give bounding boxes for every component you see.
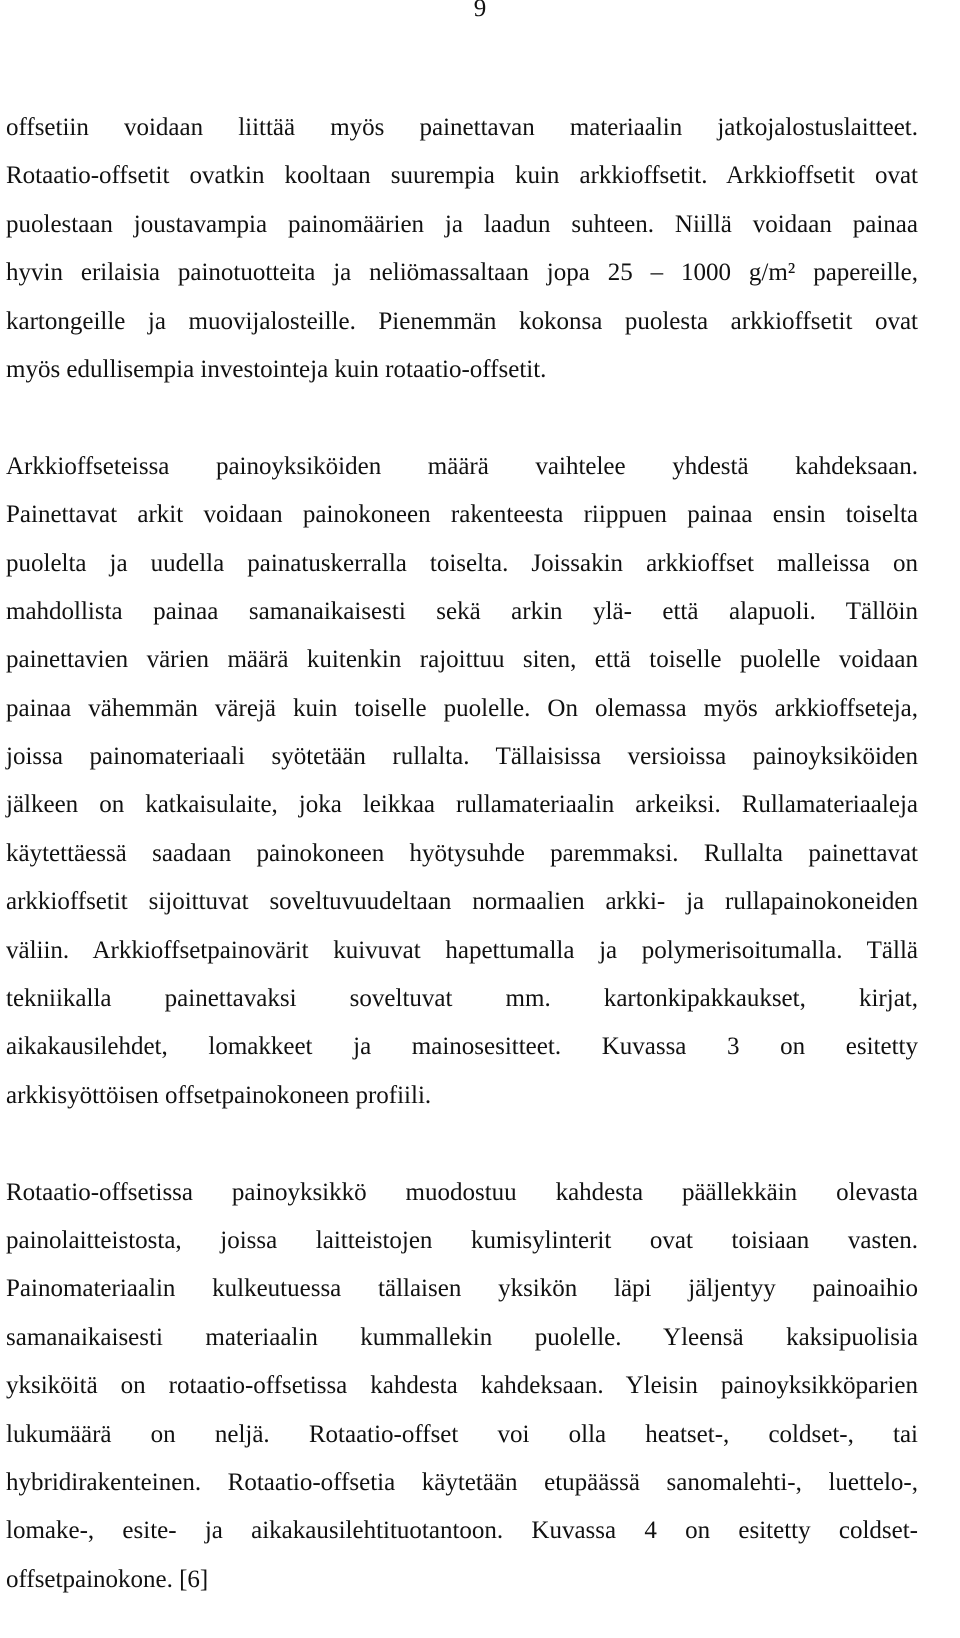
- text-line: hyvin erilaisia painotuotteita ja neliömassaltaan jopa 25 – 1000 g/m² papereille,: [6, 259, 918, 287]
- text-line: puolestaan joustavampia painomäärien ja laadun suhteen. Niillä voidaan painaa: [6, 210, 918, 238]
- text-line: yksiköitä on rotaatio-offsetissa kahdesta kahdeksaan. Yleisin painoyksikköparien: [6, 1372, 918, 1400]
- text-line: painolaitteistosta, joissa laitteistojen kumisylinterit ovat toisiaan vasten.: [6, 1226, 918, 1254]
- text-line: Arkkioffseteissa painoyksiköiden määrä vaihtelee yhdestä kahdeksaan.: [6, 452, 918, 480]
- text-line: joissa painomateriaali syötetään rullalta. Tällaisissa versioissa painoyksiköiden: [6, 743, 918, 771]
- text-line: käytettäessä saadaan painokoneen hyötysuhde paremmaksi. Rullalta painettavat: [6, 839, 918, 867]
- paragraph-1: [6, 104, 918, 394]
- text-line: Rotaatio-offsetit ovatkin kooltaan suurempia kuin arkkioffsetit. Arkkioffsetit ovat: [6, 162, 918, 190]
- text-line: offsetiin voidaan liittää myös painettavan materiaalin jatkojalostuslaitteet.: [6, 114, 918, 141]
- text-line: hybridirakenteinen. Rotaatio-offsetia käytetään etupäässä sanomalehti-, luettelo-,: [6, 1468, 918, 1496]
- text-line: painaa vähemmän värejä kuin toiselle puolelle. On olemassa myös arkkioffseteja,: [6, 694, 918, 722]
- text-line: jälkeen on katkaisulaite, joka leikkaa rullamateriaalin arkeiksi. Rullamateriaaleja: [6, 791, 918, 819]
- text-line: puolelta ja uudella painatuskerralla toiselta. Joissakin arkkioffset malleissa on: [6, 549, 918, 577]
- text-line: arkkioffsetit sijoittuvat soveltuvuudeltaan normaalien arkki- ja rullapainokoneiden: [6, 888, 918, 916]
- text-line: lomake-, esite- ja aikakausilehtituotantoon. Kuvassa 4 on esitetty coldset-: [6, 1517, 918, 1545]
- text-line: Painomateriaalin kulkeutuessa tällaisen yksikön läpi jäljentyy painoaihio: [6, 1275, 918, 1303]
- page-body: [6, 104, 918, 1604]
- text-line: Rotaatio-offsetissa painoyksikkö muodostuu kahdesta päällekkäin olevasta: [6, 1178, 918, 1206]
- paragraph-2: [6, 443, 918, 1120]
- text-line: painettavien värien määrä kuitenkin rajoittuu siten, että toiselle puolelle voidaan: [6, 646, 918, 674]
- text-line: myös edullisempia investointeja kuin rotaatio-offsetit.: [6, 355, 547, 383]
- text-line: aikakausilehdet, lomakkeet ja mainosesitteet. Kuvassa 3 on esitetty: [6, 1033, 918, 1061]
- text-line: mahdollista painaa samanaikaisesti sekä arkin ylä- että alapuoli. Tällöin: [6, 597, 918, 625]
- text-line: Painettavat arkit voidaan painokoneen rakenteesta riippuen painaa ensin toiselta: [6, 501, 918, 529]
- text-line: arkkisyöttöisen offsetpainokoneen profiili.: [6, 1081, 432, 1109]
- paragraph-spacer: [6, 394, 918, 442]
- text-line: tekniikalla painettavaksi soveltuvat mm. kartonkipakkaukset, kirjat,: [6, 985, 918, 1013]
- text-line: samanaikaisesti materiaalin kummallekin puolelle. Yleensä kaksipuolisia: [6, 1323, 918, 1351]
- paragraph-spacer: [6, 1120, 918, 1168]
- text-line: offsetpainokone. [6]: [6, 1565, 209, 1593]
- paragraph-3: [6, 1169, 918, 1605]
- page-number: 9: [473, 0, 487, 22]
- text-line: kartongeille ja muovijalosteille. Pienemmän kokonsa puolesta arkkioffsetit ovat: [6, 307, 918, 335]
- text-line: väliin. Arkkioffsetpainovärit kuivuvat hapettumalla ja polymerisoitumalla. Tällä: [6, 936, 918, 964]
- text-line: lukumäärä on neljä. Rotaatio-offset voi olla heatset-, coldset-, tai: [6, 1420, 918, 1448]
